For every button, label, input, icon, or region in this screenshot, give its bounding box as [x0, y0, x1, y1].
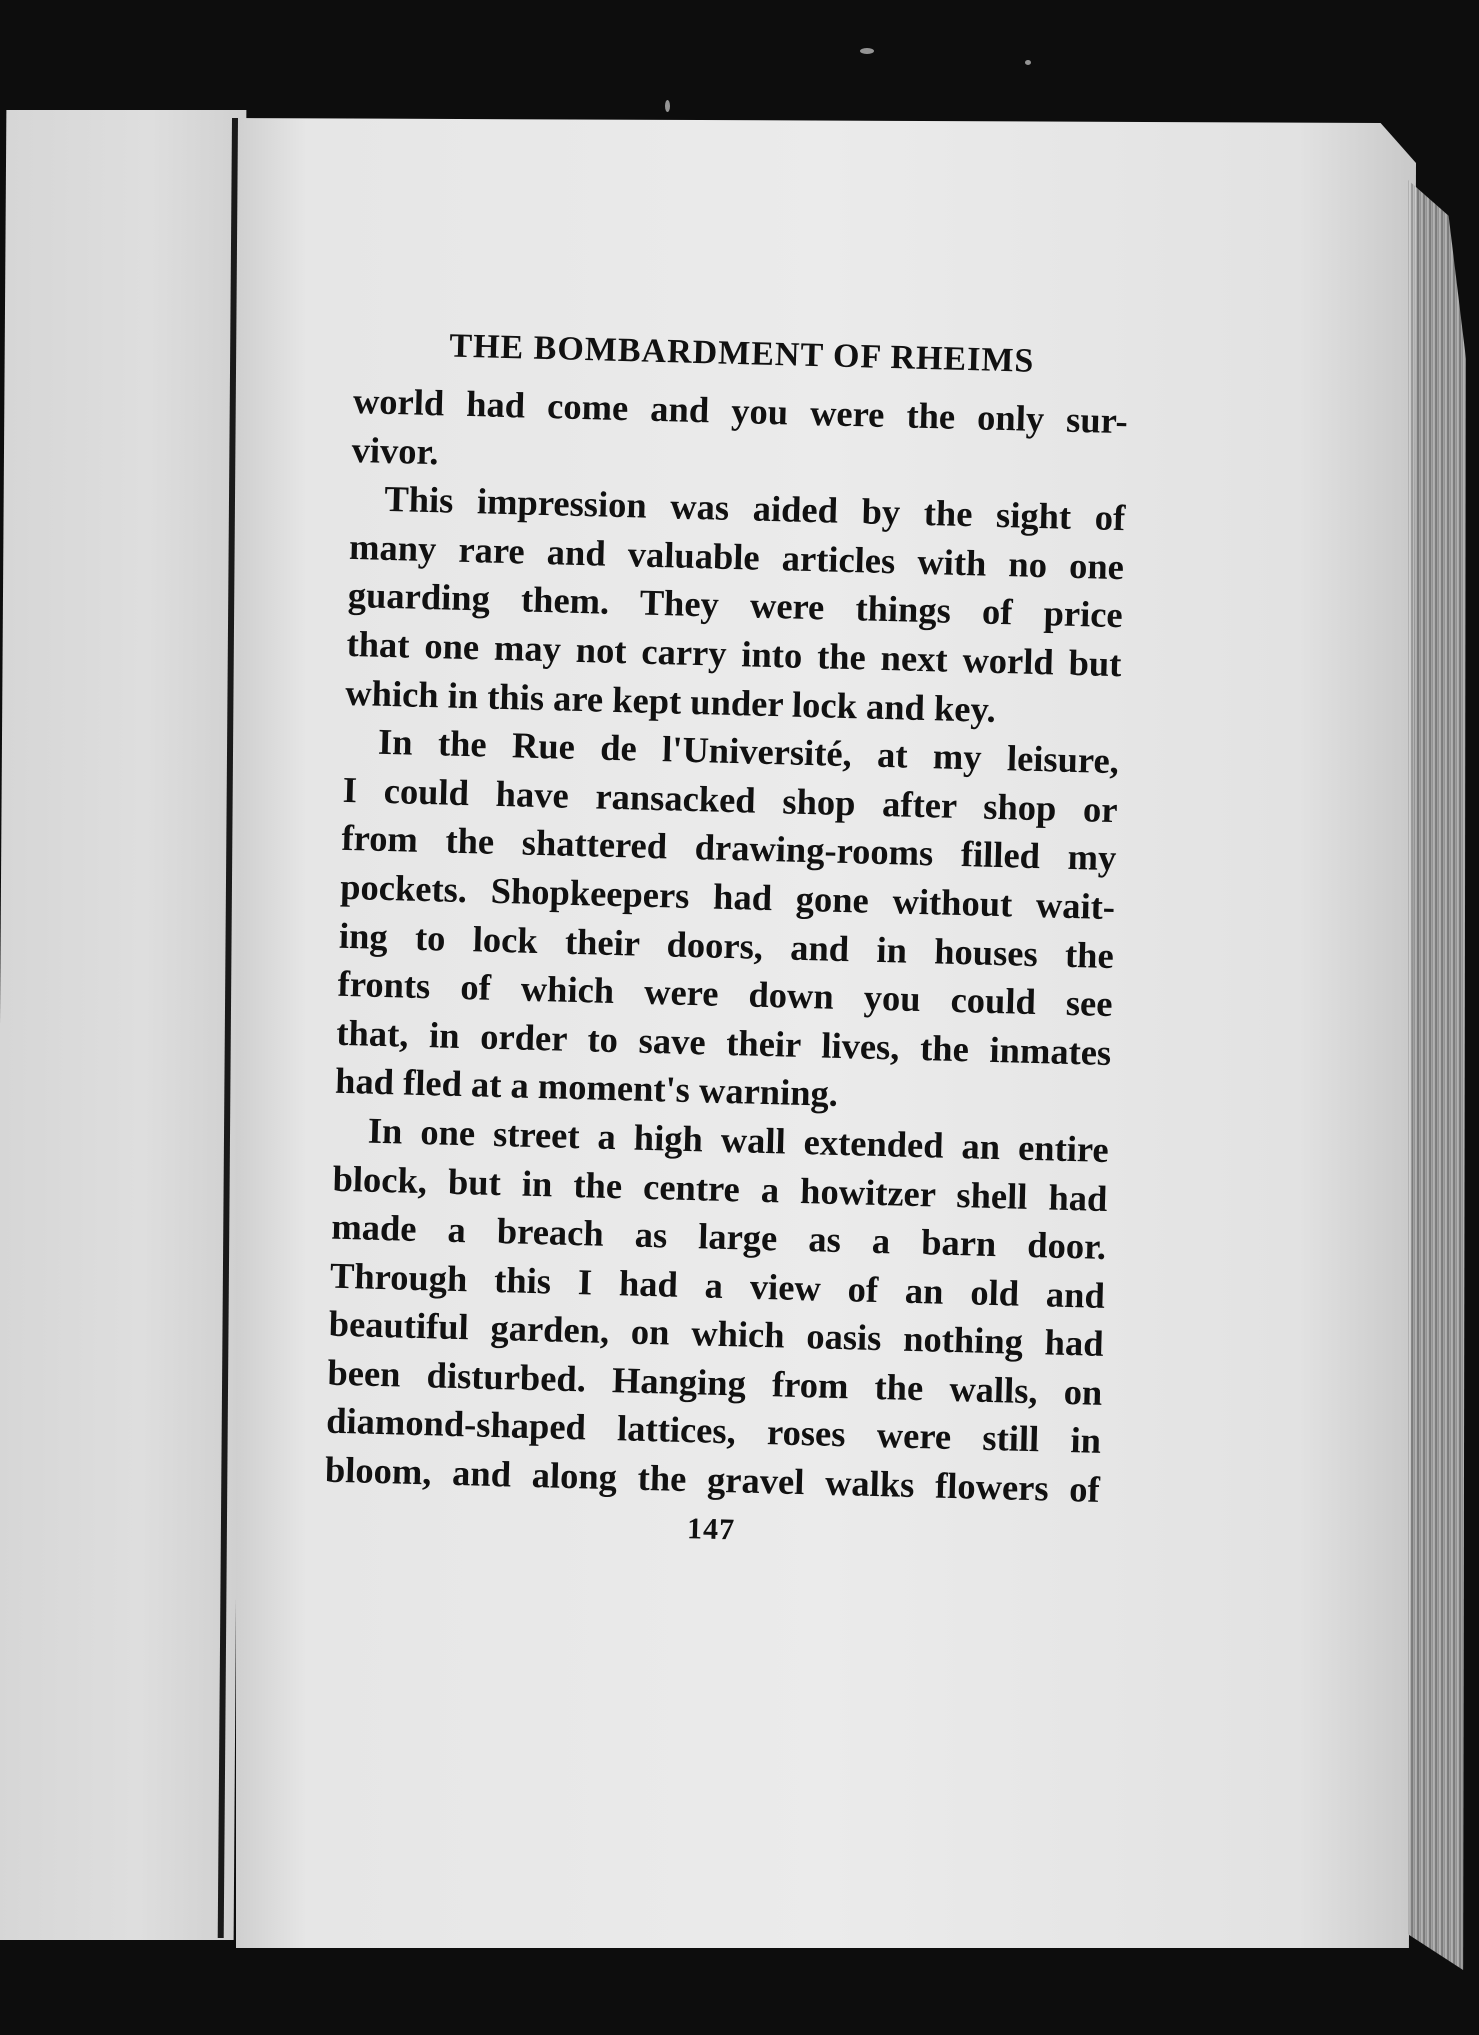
- dust-speck: [860, 48, 874, 54]
- text-line: many rare and valuable articles with no one: [348, 525, 1125, 587]
- text-line: In the Rue de l'Université, at my leisure,: [377, 720, 1120, 782]
- text-line: I could have ransacked shop after shop or: [342, 768, 1119, 830]
- running-head: THE BOMBARDMENT OF RHEIMS: [448, 327, 1035, 380]
- text-line: which in this are kept under lock and key.: [344, 671, 997, 730]
- left-page-blank: [0, 110, 246, 1940]
- text-line: had fled at a moment's warning.: [334, 1060, 839, 1115]
- page-edges: [1408, 180, 1466, 1970]
- text-line: Through this I had a view of an old and: [329, 1254, 1106, 1316]
- text-line: fronts of which were down you could see: [337, 962, 1114, 1025]
- text-line: In one street a high wall extended an entire: [367, 1109, 1110, 1170]
- text-line: diamond-shaped lattices, roses were still in: [325, 1400, 1102, 1462]
- text-line: from the shattered drawing-rooms filled my: [341, 817, 1117, 879]
- page-text-block: [323, 325, 1129, 1557]
- page-number: 147: [686, 1511, 736, 1547]
- text-line: world had come and you were the only sur-: [352, 379, 1129, 442]
- text-line: bloom, and along the gravel walks flowers of: [324, 1448, 1101, 1510]
- text-line: pockets. Shopkeepers had gone without wait-: [339, 865, 1116, 928]
- text-line: vivor.: [351, 428, 440, 472]
- text-line: This impression was aided by the sight of: [383, 478, 1126, 539]
- text-line: ing to lock their doors, and in houses the: [338, 914, 1115, 976]
- text-line: made a breach as large as a barn door.: [330, 1205, 1107, 1268]
- dust-speck: [665, 100, 670, 112]
- text-line: been disturbed. Hanging from the walls, on: [327, 1351, 1103, 1413]
- text-line: guarding them. They were things of price: [347, 574, 1124, 636]
- text-line: beautiful garden, on which oasis nothing had: [328, 1302, 1105, 1365]
- body-text: [324, 377, 1128, 1515]
- dust-speck: [1025, 60, 1031, 65]
- text-line: that one may not carry into the next world but: [346, 622, 1122, 685]
- text-line: block, but in the centre a howitzer shell had: [332, 1157, 1108, 1219]
- text-line: that, in order to save their lives, the inmates: [335, 1011, 1112, 1073]
